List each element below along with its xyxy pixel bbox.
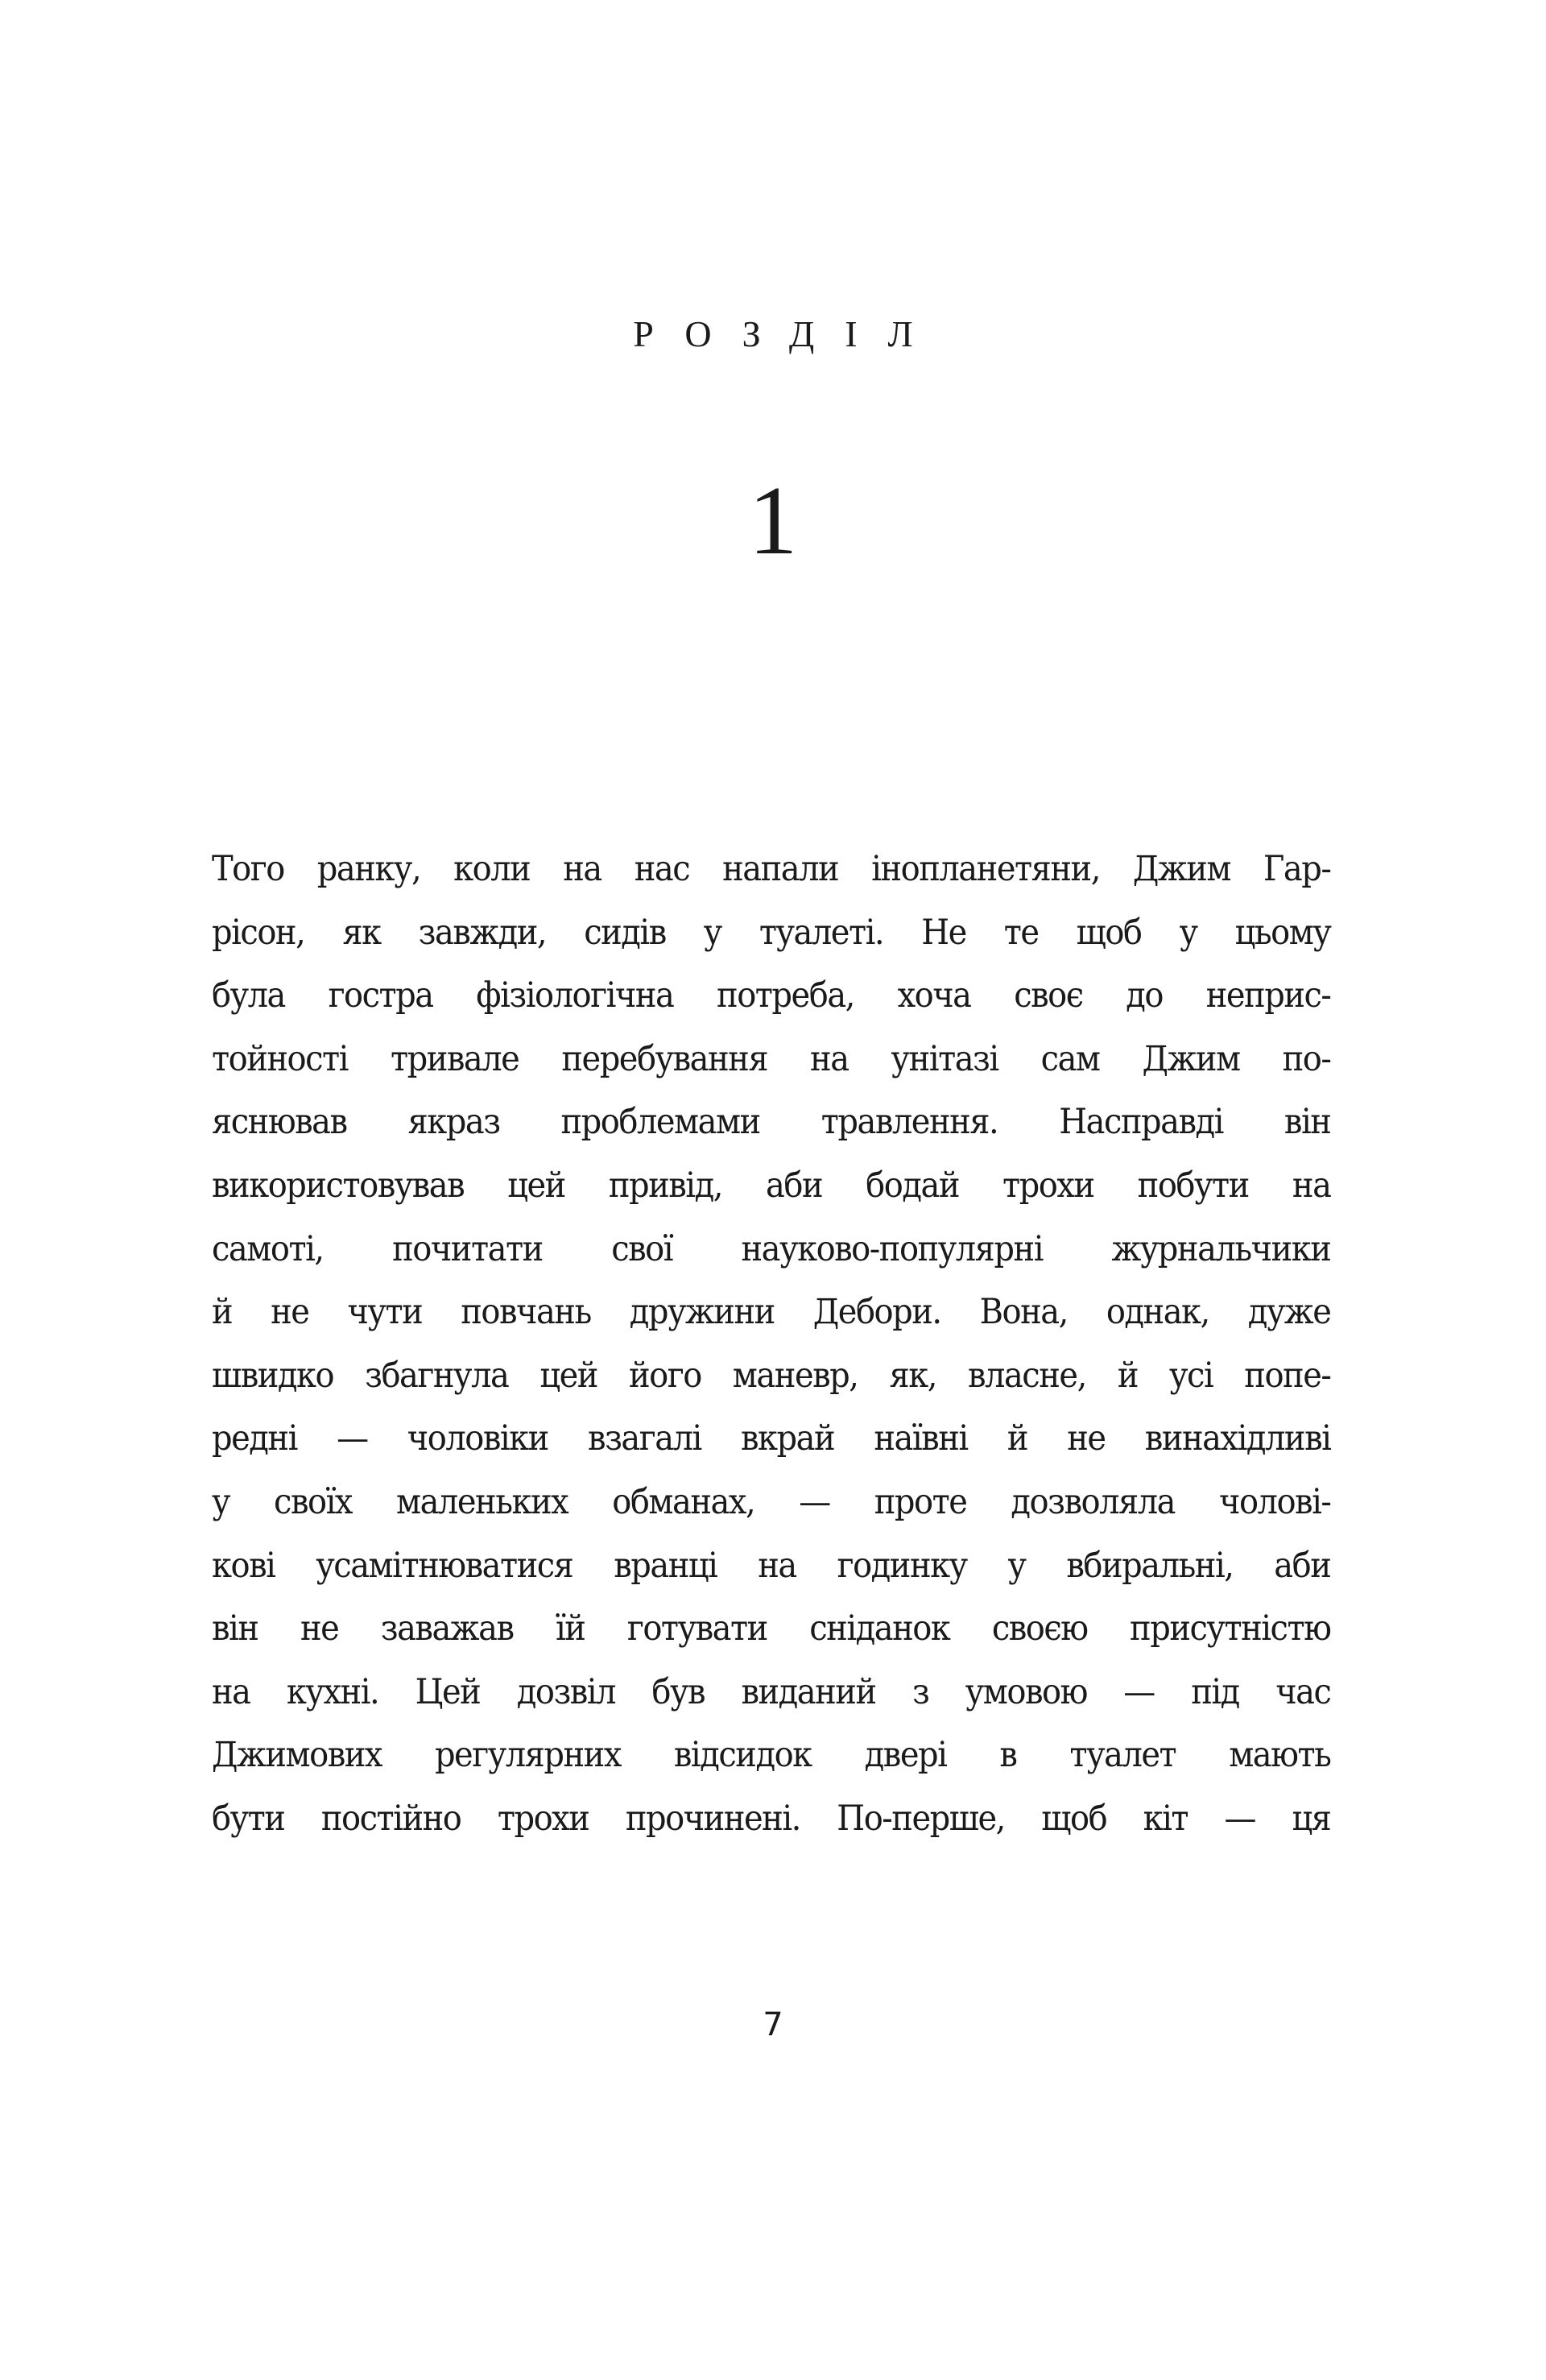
- page-number: 7: [763, 2006, 783, 2043]
- text-line: використовував цей привід, аби бодай трохи побути на: [212, 1165, 1331, 1206]
- text-line: Джимових регулярних відсидок двері в туалет мають: [212, 1735, 1331, 1776]
- text-line: бути постійно трохи прочинені. По-перше, щоб кіт — ця: [212, 1798, 1331, 1839]
- text-line: він не заважав їй готувати сніданок своєю присутністю: [212, 1608, 1331, 1649]
- text-line: й не чути повчань дружини Дебори. Вона, однак, дуже: [212, 1292, 1331, 1333]
- chapter-label: РОЗДІЛ: [633, 313, 944, 354]
- text-line: самоті, почитати свої науково-популярні журнальчики: [212, 1228, 1331, 1269]
- chapter-number: 1: [748, 466, 798, 575]
- body-paragraph: [212, 838, 1331, 1851]
- text-line: редні — чоловіки взагалі вкрай наївні й не винахідливі: [212, 1418, 1331, 1459]
- text-line: тойності тривале перебування на унітазі сам Джим по-: [212, 1038, 1331, 1079]
- text-line: рісон, як завжди, сидів у туалеті. Не те щоб у цьому: [212, 912, 1331, 953]
- text-line: швидко збагнула цей його маневр, як, власне, й усі попе-: [212, 1355, 1331, 1396]
- text-line: Того ранку, коли на нас напали інопланетяни, Джим Гар-: [212, 849, 1331, 889]
- text-line: на кухні. Цей дозвіл був виданий з умовою — під час: [212, 1671, 1331, 1712]
- text-line: була гостра фізіологічна потреба, хоча своє до неприс-: [212, 975, 1331, 1016]
- text-line: у своїх маленьких обманах, — проте дозволяла чолові-: [212, 1481, 1331, 1522]
- text-line: яснював якраз проблемами травлення. Насправді він: [212, 1102, 1331, 1143]
- text-line: кові усамітнюватися вранці на годинку у вбиральні, аби: [212, 1545, 1331, 1586]
